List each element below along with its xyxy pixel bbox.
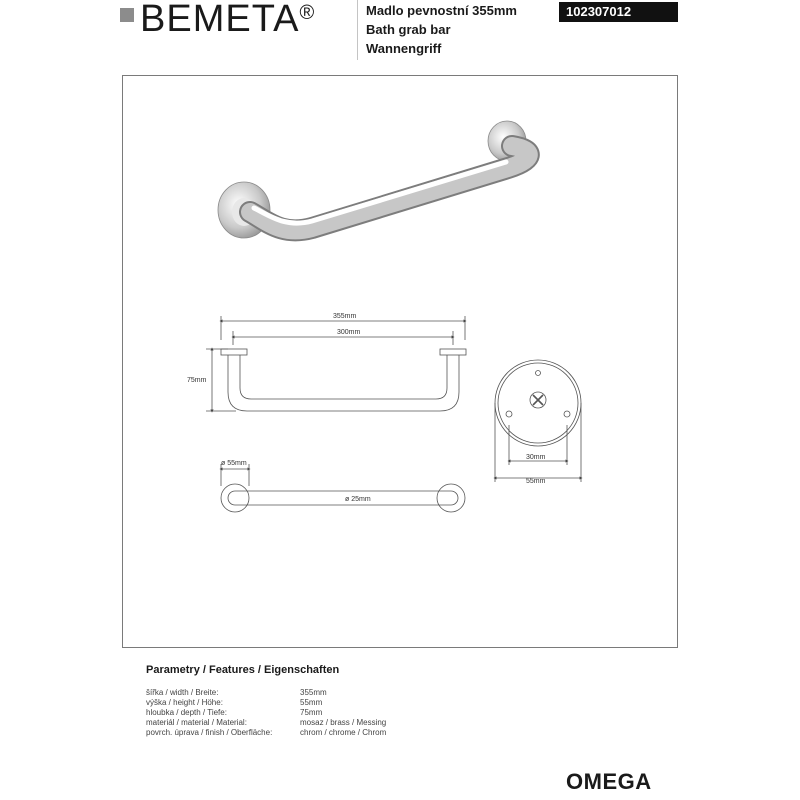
top-view	[221, 464, 465, 512]
product-photo	[218, 121, 529, 238]
feature-row-depth	[146, 708, 566, 718]
dim-tube-diameter: ø 25mm	[345, 496, 371, 503]
grab-bar-tube	[250, 146, 529, 230]
registered-mark: ®	[299, 2, 316, 24]
dim-rosette-diameter: ø 55mm	[221, 460, 247, 467]
feature-value: 355mm	[300, 688, 327, 697]
feature-label: povrch. úprava / finish / Oberfläche:	[146, 728, 273, 737]
feature-label: výška / height / Höhe:	[146, 698, 223, 707]
feature-row-width	[146, 688, 566, 698]
dim-rosette-width: 55mm	[526, 478, 546, 485]
dim-inner-width: 300mm	[337, 329, 361, 336]
feature-value: 75mm	[300, 708, 323, 717]
product-series-name: OMEGA	[566, 769, 652, 794]
product-code-badge: 102307012	[559, 2, 678, 22]
brand-name: BEMETA®	[140, 0, 316, 40]
features-section	[146, 664, 566, 738]
dim-depth: 75mm	[187, 377, 207, 384]
feature-label: materiál / material / Material:	[146, 718, 247, 727]
dim-total-width: 355mm	[333, 313, 357, 320]
title-german: Wannengriff	[366, 41, 442, 56]
feature-value: 55mm	[300, 698, 323, 707]
front-view	[206, 316, 466, 411]
grab-bar-tube-shadow	[250, 146, 529, 230]
rosette-view	[495, 360, 581, 482]
feature-row-finish	[146, 728, 566, 738]
feature-row-material	[146, 718, 566, 728]
feature-label: hloubka / depth / Tiefe:	[146, 708, 227, 717]
feature-value: chrom / chrome / Chrom	[300, 728, 387, 737]
features-title: Parametry / Features / Eigenschaften	[146, 664, 340, 676]
feature-label: šířka / width / Breite:	[146, 688, 219, 697]
title-english: Bath grab bar	[366, 22, 451, 37]
dim-hole-spacing: 30mm	[526, 454, 546, 461]
feature-row-height	[146, 698, 566, 708]
title-czech: Madlo pevnostní 355mm	[366, 3, 517, 18]
feature-value: mosaz / brass / Messing	[300, 718, 387, 727]
